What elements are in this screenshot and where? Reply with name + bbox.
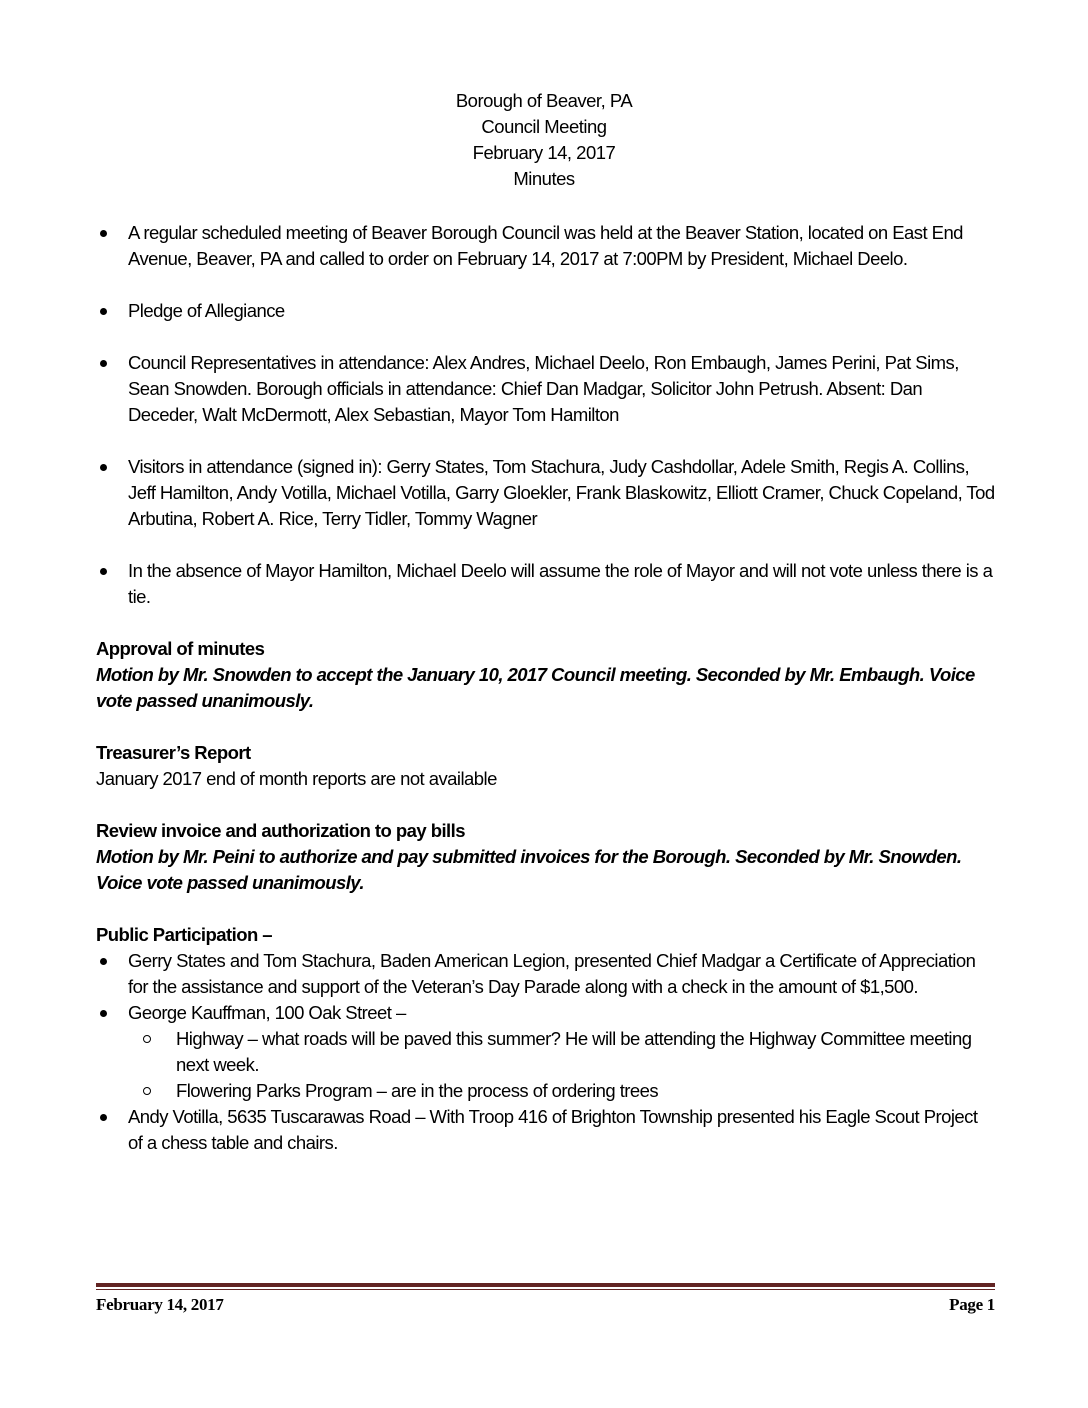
footer-row — [96, 1294, 995, 1316]
bullet-icon — [100, 230, 107, 237]
section-heading: Review invoice and authorization to pay bills — [96, 820, 465, 841]
list-item-text: A regular scheduled meeting of Beaver Borough Council was held at the Beaver Station, located on East End Avenue, Beaver, PA and called to order on February 14, 2017 at 7:00PM by President, Michael Deelo. — [128, 222, 963, 269]
bullet-icon — [100, 1010, 107, 1017]
section-invoices — [96, 818, 996, 896]
sub-list-item-text: Flowering Parks Program – are in the process of ordering trees — [176, 1080, 659, 1101]
section-heading: Treasurer’s Report — [96, 742, 251, 763]
title-minutes: Minutes — [513, 168, 575, 189]
sub-list-item-text: Highway – what roads will be paved this summer? He will be attending the Highway Committee meeting next week. — [176, 1028, 972, 1075]
section-public-participation — [96, 922, 996, 1156]
list-item-attendance — [96, 350, 996, 428]
sub-list-item-flowering-parks — [96, 1078, 996, 1104]
intro-bullet-list — [96, 220, 996, 610]
list-item-text: Gerry States and Tom Stachura, Baden American Legion, presented Chief Madgar a Certificate of Appreciation for the assistance and support of the Veteran’s Day Parade along with a check in the amount of $1,500. — [128, 950, 976, 997]
title-meeting-type: Council Meeting — [481, 116, 607, 137]
list-item-text: Visitors in attendance (signed in): Gerry States, Tom Stachura, Judy Cashdollar, Adele Smith, Regis A. Collins, Jeff Hamilton, Andy Votilla, Michael Votilla, Garry Gloekler, Frank Blaskowitz, Elliott Cramer, Chuck Copeland, Tod Arbutina, Robert A. Rice, Terry Tidler, Tommy Wagner — [128, 456, 995, 529]
section-heading: Public Participation – — [96, 924, 273, 945]
hollow-bullet-icon — [143, 1087, 151, 1095]
title-date: February 14, 2017 — [472, 142, 616, 163]
list-item-text: Pledge of Allegiance — [128, 300, 285, 321]
section-treasurers-report — [96, 740, 996, 792]
list-item-text: Council Representatives in attendance: Alex Andres, Michael Deelo, Ron Embaugh, James Perini, Pat Sims, Sean Snowden. Borough officials in attendance: Chief Dan Madgar, Solicitor John Petrush. Absent: Dan Deceder, Walt McDermott, Alex Sebastian, Mayor Tom Hamilton — [128, 352, 959, 425]
bullet-icon — [100, 1114, 107, 1121]
bullet-icon — [100, 958, 107, 965]
motion-text: Motion by Mr. Snowden to accept the January 10, 2017 Council meeting. Seconded by Mr. Embaugh. Voice vote passed unanimously. — [96, 664, 975, 711]
hollow-bullet-icon — [143, 1035, 151, 1043]
list-item-call-to-order — [96, 220, 996, 272]
footer-rule-thick — [96, 1283, 995, 1287]
list-item-text: Andy Votilla, 5635 Tuscarawas Road – With Troop 416 of Brighton Township presented his Eagle Scout Project of a chess table and chairs. — [128, 1106, 978, 1153]
list-item-visitors — [96, 454, 996, 532]
section-heading: Approval of minutes — [96, 638, 265, 659]
footer-date: February 14, 2017 — [96, 1295, 224, 1314]
bullet-icon — [100, 360, 107, 367]
bullet-icon — [100, 464, 107, 471]
list-item-text: In the absence of Mayor Hamilton, Michael Deelo will assume the role of Mayor and will not vote unless there is a tie. — [128, 560, 993, 607]
document-body — [96, 220, 996, 1182]
bullet-icon — [100, 568, 107, 575]
footer-page-number: Page 1 — [949, 1295, 995, 1314]
title-borough: Borough of Beaver, PA — [455, 90, 633, 111]
section-text: January 2017 end of month reports are not available — [96, 768, 497, 789]
list-item-mayor-absence — [96, 558, 996, 610]
document-title-block — [0, 88, 1088, 192]
public-participation-list — [96, 948, 996, 1156]
list-item-kauffman — [96, 1000, 996, 1026]
sub-list-item-highway — [96, 1026, 996, 1078]
list-item-legion — [96, 948, 996, 1000]
section-approval-of-minutes — [96, 636, 996, 714]
list-item-pledge — [96, 298, 996, 324]
footer-rule-thin — [96, 1289, 995, 1290]
list-item-votilla — [96, 1104, 996, 1156]
bullet-icon — [100, 308, 107, 315]
motion-text: Motion by Mr. Peini to authorize and pay submitted invoices for the Borough. Seconded by Mr. Snowden. Voice vote passed unanimously. — [96, 846, 962, 893]
page-footer — [96, 1283, 995, 1316]
list-item-text: George Kauffman, 100 Oak Street – — [128, 1002, 406, 1023]
